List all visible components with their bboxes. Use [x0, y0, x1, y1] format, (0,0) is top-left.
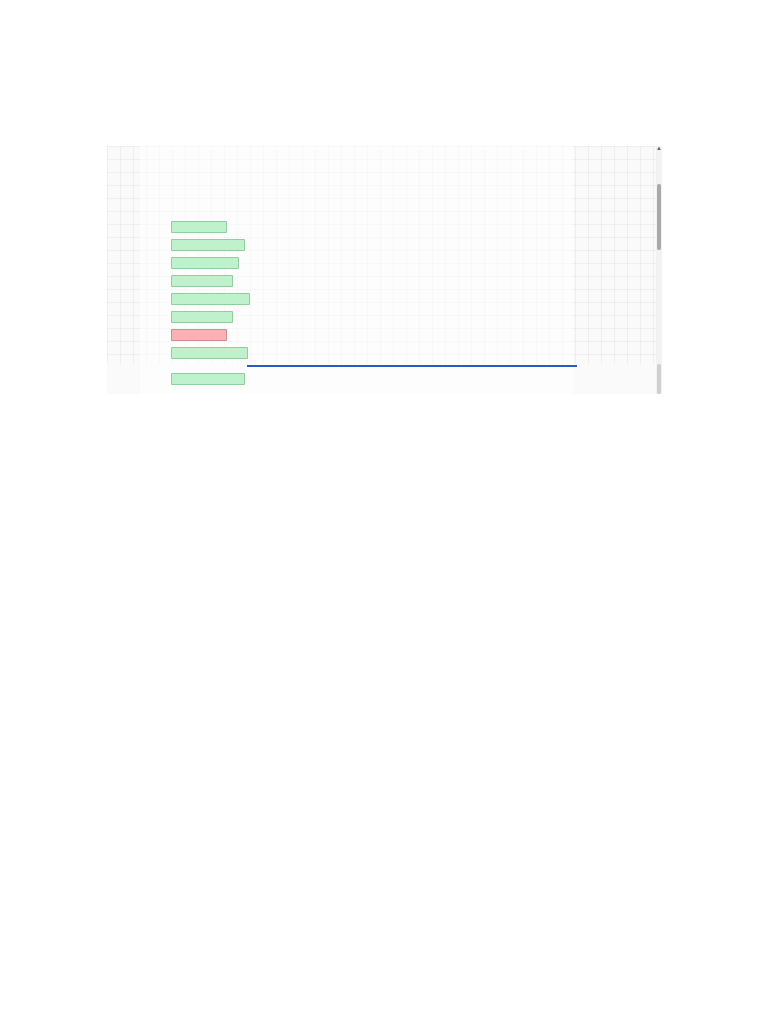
answer-field-wrong[interactable] [171, 329, 227, 341]
worksheet-screenshot-strip [107, 364, 662, 394]
answer-field[interactable] [171, 221, 227, 233]
answer-field[interactable] [171, 275, 233, 287]
scrollbar[interactable] [656, 146, 662, 364]
scrollbar-thumb[interactable] [657, 184, 661, 250]
list-item [169, 374, 246, 388]
answer-field[interactable] [171, 347, 248, 359]
list-item [169, 312, 234, 326]
list-item [169, 294, 251, 308]
answer-field[interactable] [171, 373, 245, 385]
list-item [169, 240, 246, 254]
answer-field[interactable] [171, 257, 239, 269]
answer-field[interactable] [171, 311, 233, 323]
worksheet-screenshot-affirmative [107, 146, 662, 364]
answer-field[interactable] [171, 293, 250, 305]
scrollbar-thumb[interactable] [657, 364, 661, 394]
cut-off-row [167, 364, 577, 368]
list-item [169, 222, 228, 236]
list-item [169, 276, 234, 290]
answer-field[interactable] [171, 239, 245, 251]
scroll-up-icon[interactable]: ▲ [656, 146, 662, 152]
list-item [169, 258, 240, 272]
scrollbar[interactable] [656, 364, 662, 394]
cut-off-line [247, 365, 577, 367]
list-item [169, 348, 249, 362]
list-item [169, 330, 228, 344]
